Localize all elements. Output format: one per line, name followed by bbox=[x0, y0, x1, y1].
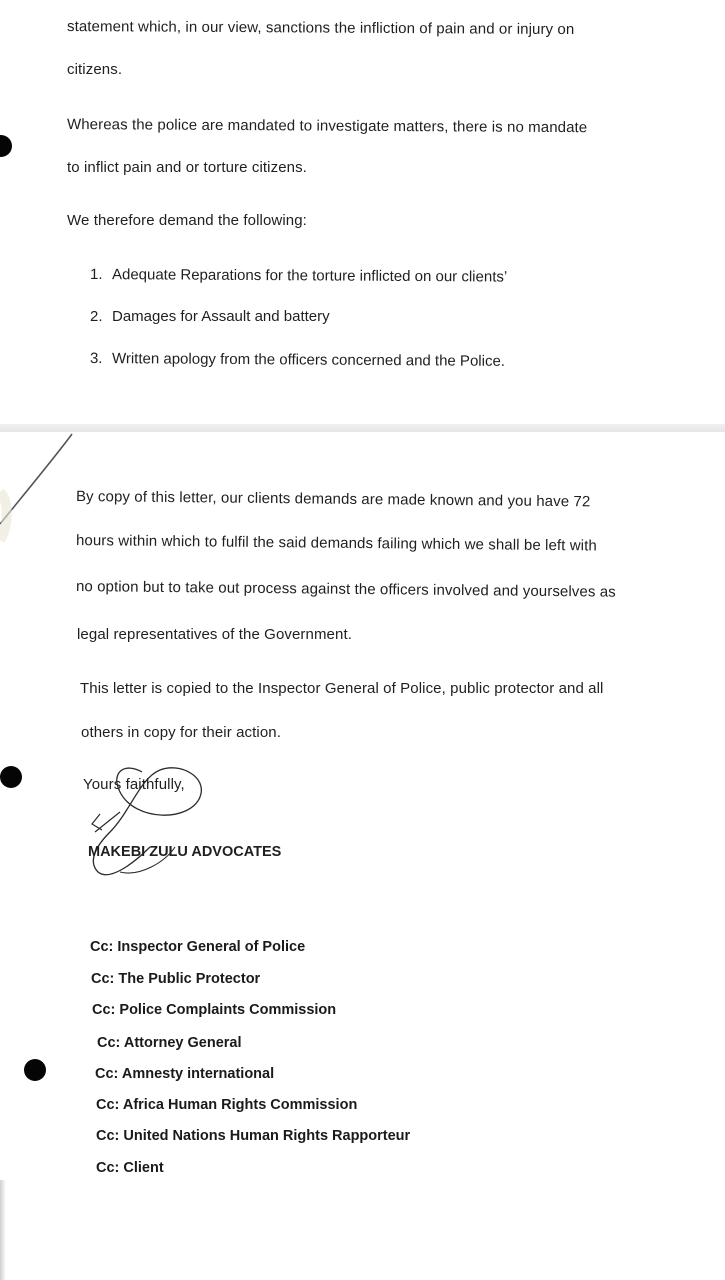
body-line: no option but to take out process against the officers involved and yourselves as bbox=[75, 578, 616, 601]
demand-text: Adequate Reparations for the torture inflicted on our clients’ bbox=[111, 266, 508, 286]
body-line: hours within which to fulfil the said demands failing which we shall be left with bbox=[75, 532, 597, 555]
handwritten-signature bbox=[80, 752, 220, 902]
page-separator bbox=[0, 424, 725, 432]
cc-item: Cc: Police Complaints Commission bbox=[92, 1002, 337, 1018]
demand-number: 2. bbox=[90, 308, 103, 325]
cc-item: Cc: Inspector General of Police bbox=[90, 939, 306, 955]
cc-item: Cc: The Public Protector bbox=[91, 971, 261, 987]
body-line: By copy of this letter, our clients demands are made known and you have 72 bbox=[75, 488, 591, 511]
demand-item-2 bbox=[90, 308, 330, 325]
body-line: citizens. bbox=[67, 61, 123, 78]
cc-item: Cc: Client bbox=[96, 1160, 164, 1176]
closing-salutation: Yours faithfully, bbox=[83, 776, 185, 793]
letter-page-1 bbox=[0, 0, 725, 424]
pen-stroke-mark bbox=[0, 432, 90, 542]
punch-hole bbox=[0, 135, 12, 157]
demand-number: 3. bbox=[89, 350, 103, 368]
demand-text: Damages for Assault and battery bbox=[112, 308, 330, 325]
demand-number: 1. bbox=[89, 266, 103, 284]
cc-item: Cc: Amnesty international bbox=[95, 1066, 275, 1082]
cc-item: Cc: Attorney General bbox=[97, 1035, 242, 1051]
cc-item: Cc: United Nations Human Rights Rapporteur bbox=[96, 1128, 411, 1144]
demand-item-1 bbox=[90, 266, 507, 286]
body-line: We therefore demand the following: bbox=[67, 212, 307, 229]
body-line: to inflict pain and or torture citizens. bbox=[67, 159, 307, 176]
body-line: legal representatives of the Government. bbox=[77, 626, 352, 643]
body-line: Whereas the police are mandated to investigate matters, there is no mandate bbox=[66, 116, 588, 137]
demand-item-3 bbox=[90, 350, 505, 370]
body-line: others in copy for their action. bbox=[81, 724, 281, 741]
cc-item: Cc: Africa Human Rights Commission bbox=[96, 1097, 358, 1113]
page-edge-shadow bbox=[0, 1180, 6, 1280]
demand-text: Written apology from the officers concerned and the Police. bbox=[111, 350, 506, 370]
body-line: This letter is copied to the Inspector General of Police, public protector and all bbox=[80, 680, 604, 697]
punch-hole bbox=[24, 1059, 46, 1081]
punch-hole bbox=[0, 766, 22, 788]
firm-name: MAKEBI ZULU ADVOCATES bbox=[88, 844, 282, 860]
body-line: statement which, in our view, sanctions the infliction of pain and or injury on bbox=[66, 18, 575, 39]
